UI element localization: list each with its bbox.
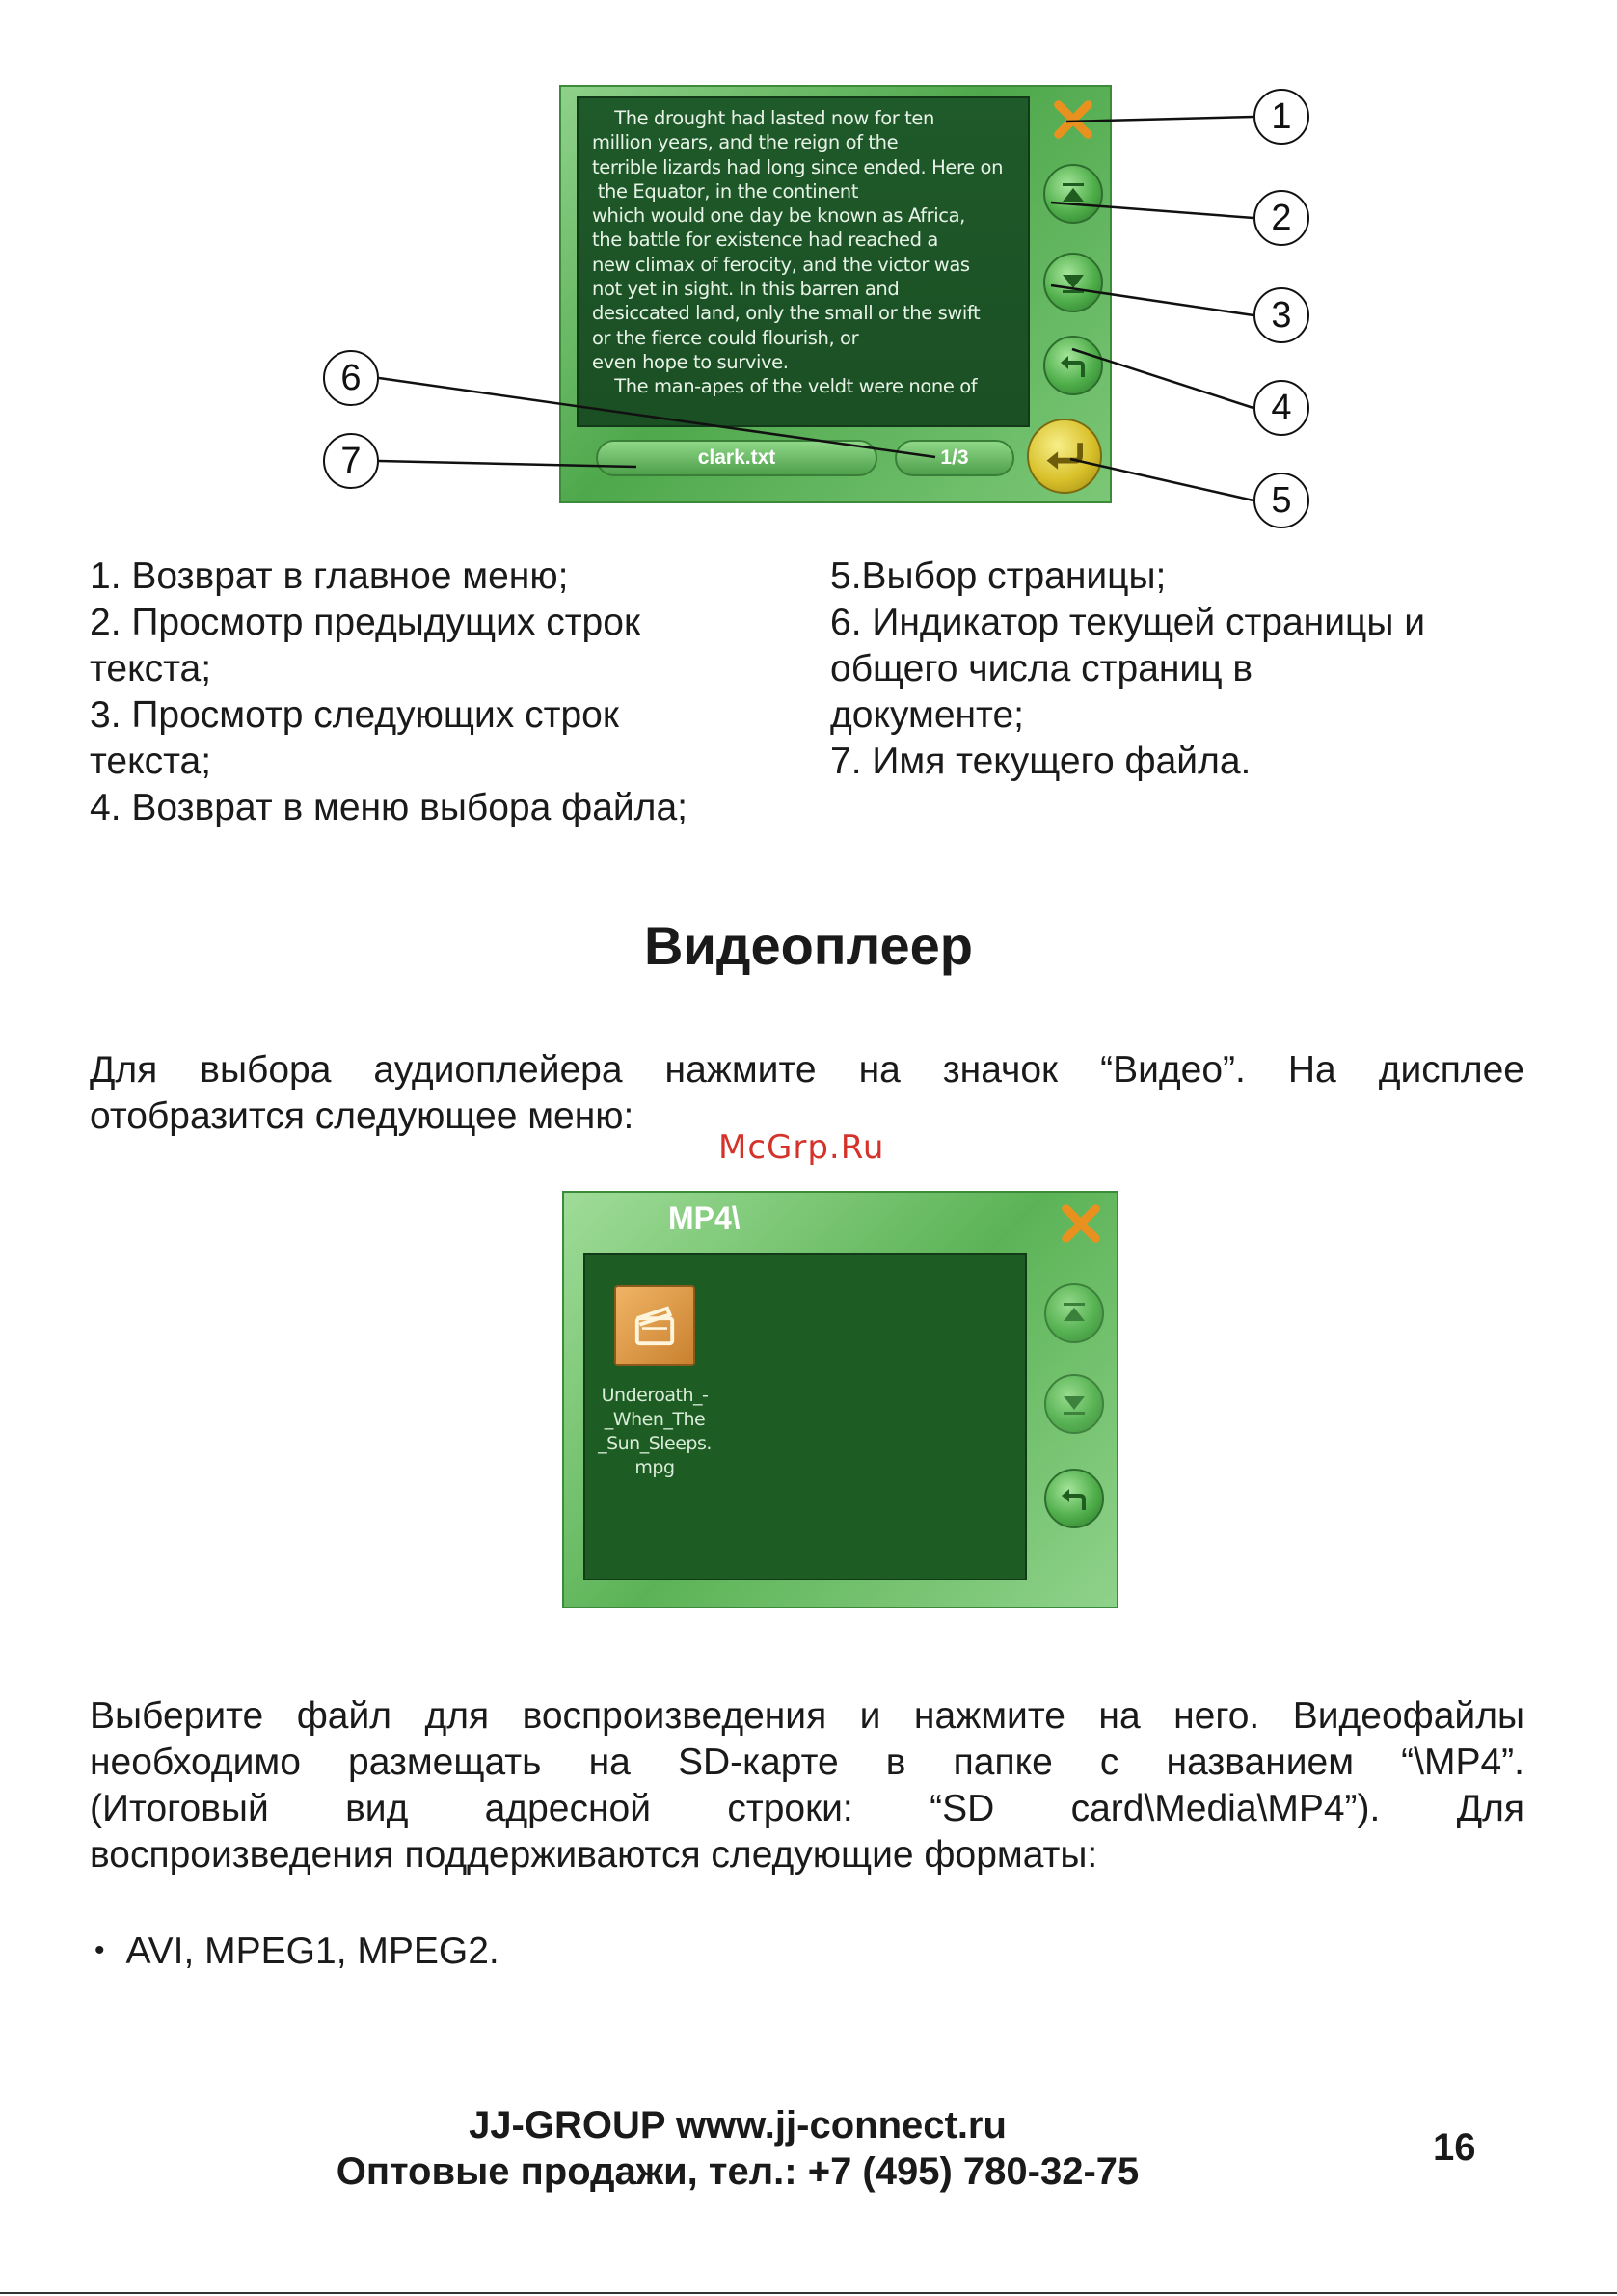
- reader-text-line: terrible lizards had long since ended. Here on: [592, 155, 1004, 178]
- legend-item: общего числа страниц в: [830, 648, 1253, 689]
- bullet-icon: •: [94, 1934, 105, 1966]
- reader-text-line: the Equator, in the continent: [592, 179, 859, 203]
- body-line: воспроизведения поддерживаются следующие форматы:: [90, 1834, 1098, 1876]
- file-name-label: clark.txt: [596, 440, 877, 476]
- formats-item: AVI, MPEG1, MPEG2.: [125, 1931, 499, 1972]
- file-list-area: [583, 1253, 1027, 1580]
- intro-paragraph: [90, 1047, 1524, 1140]
- legend-item: 2. Просмотр предыдущих строк: [90, 602, 641, 643]
- legend-item: 3. Просмотр следующих строк: [90, 694, 619, 736]
- file-name-line: Underoath_-: [601, 1385, 709, 1406]
- bottom-rule: [0, 2292, 1617, 2294]
- file-item[interactable]: [585, 1255, 724, 1486]
- legend-item: 5.Выбор страницы;: [830, 555, 1167, 597]
- reader-text-line: The drought had lasted now for ten: [592, 107, 934, 129]
- video-file-icon: [614, 1285, 695, 1366]
- intro-line: отобразится следующее меню:: [90, 1095, 634, 1137]
- legend-right-column: [830, 554, 1425, 785]
- legend-item: 1. Возврат в главное меню;: [90, 555, 569, 597]
- callout-2: 2: [1253, 190, 1309, 246]
- scroll-down-icon[interactable]: [1044, 1374, 1104, 1434]
- footer-line: JJ-GROUP www.jj-connect.ru: [469, 2104, 1007, 2147]
- watermark: McGrp.Ru: [718, 1128, 885, 1167]
- callout-leader-lines: [0, 0, 1617, 540]
- reader-text-line: or the fierce could flourish, or: [592, 326, 859, 349]
- reader-text-line: not yet in sight. In this barren and: [592, 278, 900, 301]
- footer: [212, 2102, 1263, 2195]
- formats-list: [94, 1929, 499, 1978]
- reader-text-line: even hope to survive.: [592, 350, 789, 373]
- page-number: 16: [1433, 2126, 1476, 2169]
- legend-item: текста;: [90, 741, 212, 782]
- file-name-line: _When_The: [604, 1409, 706, 1430]
- body-line: (Итоговый вид адресной строки: “SD card\Media\MP4”). Для: [90, 1788, 1524, 1829]
- back-arrow-icon[interactable]: [1044, 1469, 1104, 1528]
- file-name-line: _Sun_Sleeps.: [598, 1433, 712, 1454]
- body-paragraph: [90, 1693, 1524, 1878]
- legend-item: документе;: [830, 694, 1024, 736]
- file-name-label: [585, 1384, 724, 1480]
- file-name-line: mpg: [634, 1457, 675, 1478]
- legend-item: 6. Индикатор текущей страницы и: [830, 602, 1425, 643]
- legend-item: 7. Имя текущего файла.: [830, 741, 1252, 782]
- callout-5: 5: [1253, 473, 1309, 528]
- section-title: Видеоплеер: [644, 915, 973, 976]
- legend-item: текста;: [90, 648, 212, 689]
- close-x-icon[interactable]: [1056, 1199, 1106, 1249]
- video-browser-screenshot: [562, 1191, 1118, 1608]
- callout-7: 7: [323, 433, 379, 489]
- page-indicator: 1/3: [895, 440, 1014, 476]
- callout-3: 3: [1253, 287, 1309, 343]
- body-line: необходимо размещать на SD-карте в папке с названием “\MP4”.: [90, 1742, 1524, 1783]
- reader-text-line: the battle for existence had reached a: [592, 229, 938, 252]
- legend-left-column: [90, 554, 687, 831]
- body-line: Выберите файл для воспроизведения и нажмите на него. Видеофайлы: [90, 1695, 1524, 1737]
- footer-line: Оптовые продажи, тел.: +7 (495) 780-32-75: [336, 2150, 1140, 2193]
- intro-line: Для выбора аудиоплейера нажмите на значок “Видео”. На дисплее: [90, 1049, 1524, 1091]
- reader-text-line: new climax of ferocity, and the victor was: [592, 253, 970, 276]
- reader-text-line: The man-apes of the veldt were none of: [592, 375, 978, 398]
- reader-text-line: desiccated land, only the small or the swift: [592, 302, 981, 325]
- reader-text-line: million years, and the reign of the: [592, 131, 899, 154]
- folder-path-title: MP4\: [668, 1201, 741, 1235]
- legend-item: 4. Возврат в меню выбора файла;: [90, 787, 687, 828]
- reader-text-line: which would one day be known as Africa,: [592, 204, 965, 228]
- callout-1: 1: [1253, 89, 1309, 145]
- callout-6: 6: [323, 350, 379, 406]
- scroll-up-icon[interactable]: [1044, 1283, 1104, 1343]
- callout-4: 4: [1253, 380, 1309, 436]
